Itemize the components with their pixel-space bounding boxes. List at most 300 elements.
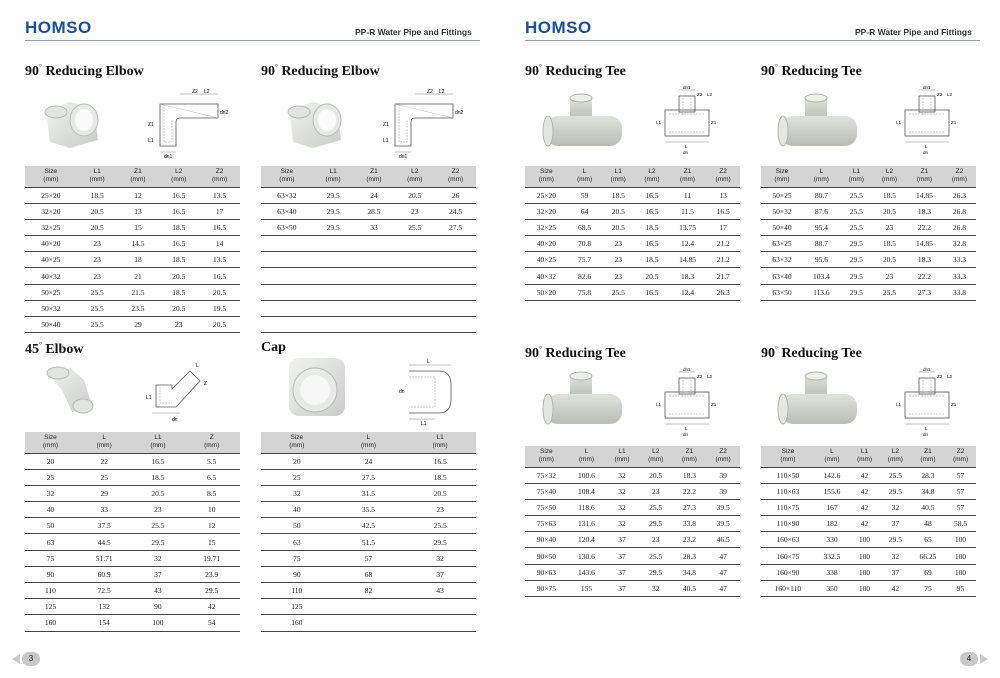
table-cell: 110×90 (761, 516, 815, 532)
table-cell: 29.5 (404, 534, 476, 550)
table-row (525, 236, 740, 252)
table-cell: 182 (815, 516, 849, 532)
table-cell: 20 (25, 453, 76, 469)
table-cell: 21.7 (706, 268, 740, 284)
dim-label: L1 (146, 395, 152, 401)
table-cell: 33.3 (943, 252, 976, 268)
title-text: Reducing Elbow (277, 64, 380, 79)
column-header-unit: (mm) (448, 176, 464, 184)
dim-label: L1 (896, 120, 902, 125)
table-cell: 65 (911, 532, 945, 548)
table-cell: 28.3 (911, 467, 945, 483)
table-cell: 37 (605, 548, 639, 564)
table-cell: 110×75 (761, 499, 815, 515)
title-text: Reducing Tee (777, 346, 862, 361)
header-title: PP-R Water Pipe and Fittings (855, 27, 972, 37)
table-cell: 40 (25, 502, 76, 518)
table-cell: 34.8 (673, 564, 707, 580)
table-cell (394, 300, 435, 316)
table-cell: 100 (132, 615, 183, 631)
table-cell: 42 (849, 516, 880, 532)
table-cell: 50×40 (761, 219, 803, 235)
column-header (404, 432, 476, 453)
column-header-unit: (mm) (681, 456, 697, 464)
column-header (815, 446, 849, 467)
table-cell: 75×32 (525, 467, 568, 483)
column-header-unit: (mm) (43, 176, 59, 184)
section-title-reducing-elbow-a (25, 63, 144, 80)
table-cell (435, 252, 476, 268)
dim-label: L1 (383, 138, 389, 144)
column-header-unit: (mm) (96, 442, 112, 450)
table-cell: 37.5 (76, 518, 133, 534)
table-cell: 32 (880, 499, 911, 515)
table-row (261, 550, 476, 566)
table-cell: 22.2 (906, 268, 943, 284)
table-row (761, 564, 976, 580)
table-cell: 44.5 (76, 534, 133, 550)
table-row (261, 566, 476, 582)
table-cell: 57 (945, 467, 976, 483)
dim-label: Z2 (697, 92, 703, 97)
section-title-reducing-tee-b (761, 63, 862, 80)
table-row (525, 284, 740, 300)
table-cell: 50 (25, 518, 76, 534)
table-cell: 40.5 (911, 499, 945, 515)
table-cell: 95.4 (803, 219, 840, 235)
table-cell (404, 599, 476, 615)
right-page (500, 0, 1000, 678)
table-cell: 42 (849, 467, 880, 483)
table-cell: 23 (639, 483, 673, 499)
column-header-name: L1 (93, 168, 101, 176)
column-header-unit: (mm) (648, 456, 664, 464)
column-header (25, 432, 76, 453)
spec-table-reducing-elbow-a (25, 166, 240, 333)
table-cell: 15 (118, 219, 159, 235)
table-cell: 16.5 (635, 187, 669, 203)
dim-label: dn (683, 432, 689, 437)
table-cell: 19.5 (199, 300, 240, 316)
table-row (25, 550, 240, 566)
table-row (761, 252, 976, 268)
table-cell (394, 317, 435, 333)
table-cell: 11 (669, 187, 706, 203)
column-header (25, 166, 77, 187)
column-header-name: L1 (860, 448, 869, 456)
table-row (525, 564, 740, 580)
page-number-badge: 4 (960, 652, 978, 666)
dim-label: L (925, 426, 928, 431)
table-cell: 125 (25, 599, 76, 615)
table-row (525, 268, 740, 284)
column-header-name: Size (540, 168, 553, 176)
table-cell: 51.5 (333, 534, 405, 550)
table-cell: 20.5 (404, 485, 476, 501)
table-cell: 14 (199, 236, 240, 252)
column-header (605, 446, 639, 467)
table-cell: 23 (601, 252, 635, 268)
table-cell: 18.5 (404, 469, 476, 485)
column-header-name: L (582, 168, 587, 176)
table-cell: 40.5 (673, 580, 707, 596)
column-header-unit: (mm) (130, 176, 146, 184)
dim-label: Z1 (951, 120, 957, 125)
table-row (261, 469, 476, 485)
table-cell: 32 (404, 550, 476, 566)
dim-label: L1 (656, 402, 662, 407)
table-cell (333, 615, 405, 631)
dim-label: dn1 (923, 85, 931, 90)
table-cell: 90 (132, 599, 183, 615)
table-cell: 20.5 (601, 203, 635, 219)
table-cell: 13 (706, 187, 740, 203)
table-cell: 330 (815, 532, 849, 548)
table-cell: 120.4 (568, 532, 605, 548)
brand-logo: HOMSO (525, 18, 592, 37)
column-header-name: Z1 (920, 168, 929, 176)
table-cell: 113.6 (803, 284, 840, 300)
table-cell: 29.5 (880, 532, 911, 548)
table-cell (435, 317, 476, 333)
table-row (261, 518, 476, 534)
dim-label: dn2 (455, 110, 464, 116)
column-header-unit: (mm) (951, 176, 967, 184)
table-cell: 66.25 (911, 548, 945, 564)
table-cell: 16.5 (706, 203, 740, 219)
table-cell: 32 (25, 485, 76, 501)
table-cell: 39 (706, 467, 740, 483)
column-header-name: Z1 (683, 168, 692, 176)
table-cell: 50×32 (25, 300, 77, 316)
table-row (261, 268, 476, 284)
column-header-name: Z1 (685, 448, 694, 456)
column-header-name: Z2 (719, 448, 727, 456)
column-header (261, 432, 333, 453)
table-cell: 110 (261, 583, 333, 599)
table-cell: 18.3 (673, 467, 707, 483)
column-header-name: L (819, 168, 824, 176)
table-cell: 20 (261, 453, 333, 469)
dim-label: L1 (421, 421, 427, 425)
table-header-row (261, 432, 476, 453)
table-cell: 60.9 (76, 566, 133, 582)
table-cell: 130.6 (568, 548, 605, 564)
table-cell (354, 236, 395, 252)
table-cell: 14.85 (906, 187, 943, 203)
title-degree: ° (775, 63, 778, 71)
table-cell: 43 (404, 583, 476, 599)
table-cell: 21.5 (118, 284, 159, 300)
table-cell: 63×25 (761, 236, 803, 252)
column-header-unit: (mm) (780, 456, 796, 464)
title-degree: ° (275, 63, 278, 71)
table-row (525, 483, 740, 499)
table-cell: 160×110 (761, 580, 815, 596)
dim-label: Z2 (192, 89, 198, 95)
table-cell: 40×32 (25, 268, 77, 284)
table-cell: 8.5 (183, 485, 240, 501)
dim-label: dn (399, 389, 405, 395)
table-cell: 70.8 (568, 236, 602, 252)
title-number: 90 (761, 346, 775, 361)
table-cell: 18.5 (873, 187, 906, 203)
table-cell: 25.5 (639, 499, 673, 515)
table-cell: 100 (945, 548, 976, 564)
header-divider (525, 40, 980, 41)
table-cell: 50×40 (25, 317, 77, 333)
table-row (525, 499, 740, 515)
table-cell: 350 (815, 580, 849, 596)
column-header-unit: (mm) (212, 176, 228, 184)
table-cell: 29.5 (840, 284, 873, 300)
table-header-row (525, 166, 740, 187)
dim-label: dn1 (399, 154, 408, 160)
table-cell: 24 (354, 187, 395, 203)
table-cell: 118.6 (568, 499, 605, 515)
table-cell: 26.3 (706, 284, 740, 300)
column-header-name: L (102, 434, 106, 442)
column-header-name: L1 (614, 168, 622, 176)
dim-label: dn1 (164, 154, 173, 160)
table-cell (435, 284, 476, 300)
table-cell (333, 599, 405, 615)
table-cell: 82.6 (568, 268, 602, 284)
table-cell: 32 (605, 499, 639, 515)
table-cell: 31.5 (333, 485, 405, 501)
table-cell: 160×63 (761, 532, 815, 548)
table-cell: 20.5 (132, 485, 183, 501)
column-header-name: Z1 (370, 168, 378, 176)
table-cell: 20.5 (77, 219, 118, 235)
table-cell: 90×75 (525, 580, 568, 596)
dim-label: L (685, 144, 688, 149)
column-header-unit: (mm) (952, 456, 969, 464)
table-cell: 32 (605, 516, 639, 532)
table-cell: 17 (199, 203, 240, 219)
table-cell: 32×20 (25, 203, 77, 219)
column-header-name: Z1 (924, 448, 932, 456)
table-cell: 47 (706, 580, 740, 596)
table-cell: 63×32 (761, 252, 803, 268)
table-row (761, 219, 976, 235)
dim-label: dn (923, 432, 929, 437)
column-header-name: L1 (852, 168, 860, 176)
table-cell: 39.5 (706, 516, 740, 532)
table-cell: 82 (333, 583, 405, 599)
title-degree: ° (775, 345, 778, 353)
table-cell: 23.9 (183, 566, 240, 582)
table-cell: 32 (261, 485, 333, 501)
table-cell: 29.5 (840, 268, 873, 284)
table-cell: 68 (333, 566, 405, 582)
table-cell: 22.2 (673, 483, 707, 499)
table-cell: 29.5 (639, 564, 673, 580)
column-header (673, 446, 707, 467)
table-row (261, 187, 476, 203)
table-cell: 332.5 (815, 548, 849, 564)
tee-drawing (895, 366, 971, 438)
table-cell (354, 300, 395, 316)
page-number-badge: 3 (22, 652, 40, 666)
table-cell: 154 (76, 615, 133, 631)
table-cell: 110 (25, 583, 76, 599)
table-cell: 17 (706, 219, 740, 235)
column-header-name: L1 (154, 434, 162, 442)
table-cell: 51.71 (76, 550, 133, 566)
table-cell: 29 (118, 317, 159, 333)
table-cell (354, 268, 395, 284)
column-header-name: L2 (891, 448, 899, 456)
table-cell: 20.5 (873, 203, 906, 219)
elbow-drawing (375, 84, 467, 160)
column-header-unit: (mm) (279, 176, 295, 184)
table-cell: 103.4 (803, 268, 840, 284)
column-header-name: L1 (329, 168, 337, 176)
table-row (261, 219, 476, 235)
table-cell: 54 (183, 615, 240, 631)
table-row (25, 599, 240, 615)
column-header (525, 446, 568, 467)
table-row (261, 236, 476, 252)
dim-label: dn (683, 150, 689, 155)
column-header-name: Z2 (955, 168, 964, 176)
column-header (568, 446, 605, 467)
column-header (76, 432, 133, 453)
column-header (911, 446, 945, 467)
table-cell: 90 (25, 566, 76, 582)
table-cell: 32×20 (525, 203, 568, 219)
table-cell: 23 (601, 268, 635, 284)
table-cell: 25 (261, 469, 333, 485)
column-header-name: L (366, 434, 371, 442)
table-cell: 20.5 (77, 203, 118, 219)
table-cell: 25.5 (77, 284, 118, 300)
table-cell: 18.5 (635, 219, 669, 235)
table-cell: 69 (911, 564, 945, 580)
table-cell: 125 (261, 599, 333, 615)
table-cell: 40×25 (525, 252, 568, 268)
table-cell (354, 252, 395, 268)
title-text: Elbow (41, 342, 84, 357)
table-cell: 16.5 (158, 203, 199, 219)
table-cell: 20.5 (158, 300, 199, 316)
table-cell: 13.5 (199, 187, 240, 203)
table-cell: 18.5 (77, 187, 118, 203)
table-cell: 40×20 (525, 236, 568, 252)
elbow-photo (40, 90, 110, 152)
table-cell: 25.5 (404, 518, 476, 534)
table-row (25, 583, 240, 599)
table-cell: 72.5 (76, 583, 133, 599)
table-cell: 142.6 (815, 467, 849, 483)
title-text: Reducing Tee (541, 346, 626, 361)
table-cell: 25×20 (525, 187, 568, 203)
column-header (761, 446, 815, 467)
table-cell: 57 (945, 499, 976, 515)
table-cell: 68.5 (568, 219, 602, 235)
column-header (77, 166, 118, 187)
table-cell: 160×75 (761, 548, 815, 564)
table-cell: 23 (132, 502, 183, 518)
table-cell: 50×20 (525, 284, 568, 300)
spec-table-reducing-elbow-b (261, 166, 476, 333)
column-header-name: L2 (885, 168, 894, 176)
table-cell: 131.6 (568, 516, 605, 532)
column-header (435, 166, 476, 187)
table-cell: 24 (333, 453, 405, 469)
table-cell: 47 (706, 564, 740, 580)
tee-photo (775, 92, 865, 156)
column-header (568, 166, 602, 187)
table-cell: 25.5 (840, 187, 873, 203)
table-row (25, 615, 240, 631)
table-cell: 32×25 (525, 219, 568, 235)
table-cell: 20.5 (199, 284, 240, 300)
table-row (261, 203, 476, 219)
table-cell: 12 (118, 187, 159, 203)
table-cell: 75.8 (568, 284, 602, 300)
table-cell: 18.5 (158, 252, 199, 268)
dim-label: L1 (148, 138, 154, 144)
tee-photo (540, 92, 630, 156)
table-cell: 13.5 (199, 252, 240, 268)
column-header-unit: (mm) (774, 176, 790, 184)
column-header-unit: (mm) (538, 176, 554, 184)
table-cell: 20.5 (639, 467, 673, 483)
table-cell: 16.5 (199, 268, 240, 284)
table-cell (394, 268, 435, 284)
table-cell: 90 (261, 566, 333, 582)
dim-label: L (925, 144, 928, 149)
elbow-45-photo (40, 360, 100, 416)
table-cell: 18.3 (906, 252, 943, 268)
column-header (849, 446, 880, 467)
table-cell: 22 (76, 453, 133, 469)
table-cell: 80.7 (803, 187, 840, 203)
table-cell: 25.5 (77, 300, 118, 316)
table-row (761, 268, 976, 284)
table-cell: 143.6 (568, 564, 605, 580)
dim-label: dn (923, 150, 929, 155)
table-cell: 13.75 (669, 219, 706, 235)
tee-drawing (655, 366, 731, 438)
dim-label: Z1 (951, 402, 957, 407)
table-cell: 21 (118, 268, 159, 284)
column-header-name: L2 (175, 168, 183, 176)
table-cell: 46.5 (706, 532, 740, 548)
brand-logo: HOMSO (25, 18, 92, 37)
column-header-unit: (mm) (576, 176, 593, 184)
column-header-unit: (mm) (42, 442, 59, 450)
column-header (199, 166, 240, 187)
title-number: 45 (25, 342, 39, 357)
table-cell: 26.8 (943, 203, 976, 219)
column-header-name: L1 (436, 434, 444, 442)
table-row (25, 566, 240, 582)
column-header-name: Size (44, 168, 58, 176)
table-cell: 27.5 (333, 469, 405, 485)
table-header-row (261, 166, 476, 187)
table-cell: 18.3 (669, 268, 706, 284)
table-cell: 33.3 (943, 268, 976, 284)
column-header-unit: (mm) (432, 442, 448, 450)
table-row (25, 453, 240, 469)
table-cell: 29.5 (313, 203, 354, 219)
column-header-unit: (mm) (204, 442, 220, 450)
column-header-unit: (mm) (407, 176, 423, 184)
table-cell: 23 (873, 268, 906, 284)
